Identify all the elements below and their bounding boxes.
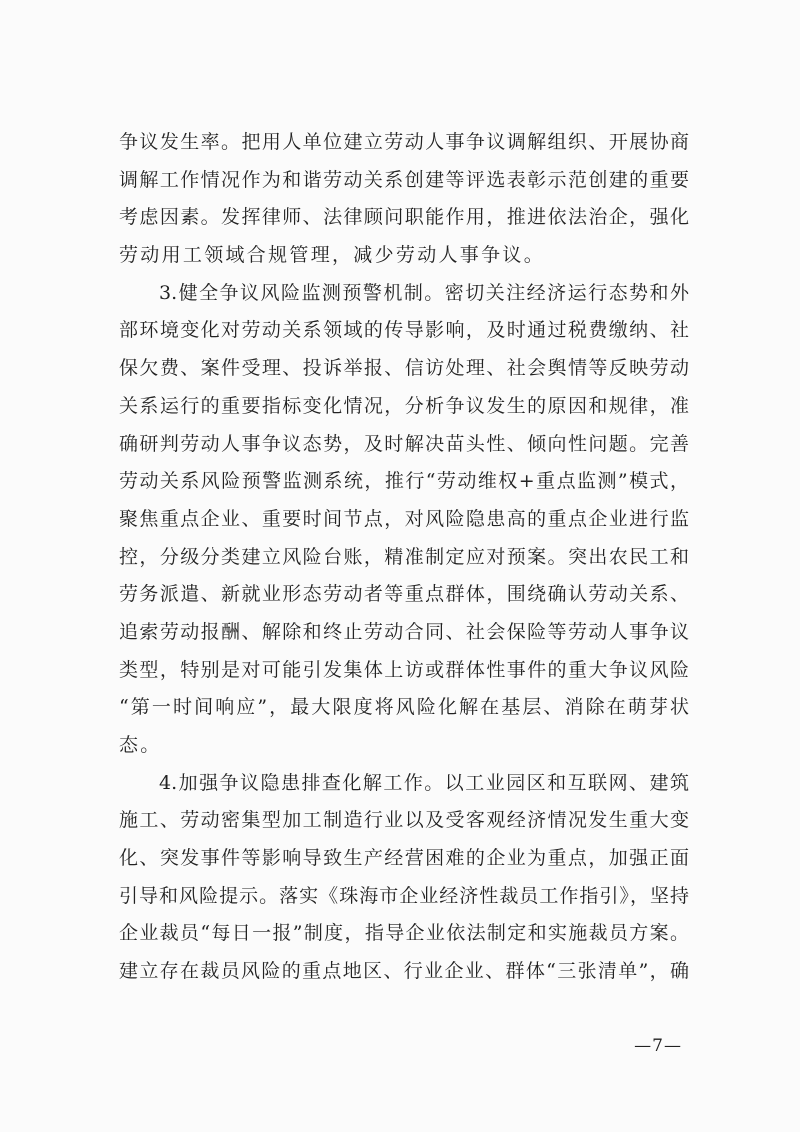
text-line: 劳务派遣、新就业形态劳动者等重点群体，围绕确认劳动关系、 xyxy=(119,583,689,606)
text-line: 化、突发事件等影响导致生产经营困难的企业为重点，加强正面 xyxy=(119,847,689,870)
text-line: 关系运行的重要指标变化情况，分析争议发生的原因和规律，准 xyxy=(119,394,689,417)
text-line: 劳动关系风险预警监测系统，推行“劳动维权+重点监测”模式， xyxy=(119,470,689,493)
text-line: 企业裁员“每日一报”制度，指导企业依法制定和实施裁员方案。 xyxy=(119,922,689,945)
section-heading-line: 4.加强争议隐患排查化解工作。以工业园区和互联网、建筑 xyxy=(159,771,689,794)
body-text xyxy=(119,124,689,991)
section-heading-line: 3.健全争议风险监测预警机制。密切关注经济运行态势和外 xyxy=(159,281,689,304)
text-line: 部环境变化对劳动关系领域的传导影响，及时通过税费缴纳、社 xyxy=(119,319,689,342)
text-line: 追索劳动报酬、解除和终止劳动合同、社会保险等劳动人事争议 xyxy=(119,620,689,643)
text-line: 保欠费、案件受理、投诉举报、信访处理、社会舆情等反映劳动 xyxy=(119,357,689,380)
text-line: 劳动用工领域合规管理，减少劳动人事争议。 xyxy=(119,244,546,267)
text-line: 施工、劳动密集型加工制造行业以及受客观经济情况发生重大变 xyxy=(119,809,689,832)
text-line: 聚焦重点企业、重要时间节点，对风险隐患高的重点企业进行监 xyxy=(119,507,689,530)
text-line: 建立存在裁员风险的重点地区、行业企业、群体“三张清单”，确 xyxy=(119,960,689,983)
text-line: 争议发生率。把用人单位建立劳动人事争议调解组织、开展协商 xyxy=(119,131,689,153)
text-line: 调解工作情况作为和谐劳动关系创建等评选表彰示范创建的重要 xyxy=(119,168,689,191)
text-line: 引导和风险提示。落实《珠海市企业经济性裁员工作指引》，坚持 xyxy=(119,884,689,907)
text-line: 确研判劳动人事争议态势，及时解决苗头性、倾向性问题。完善 xyxy=(119,432,689,455)
page-number: —7— xyxy=(634,1036,682,1056)
text-line: 类型，特别是对可能引发集体上访或群体性事件的重大争议风险 xyxy=(119,658,689,681)
text-line: 态。 xyxy=(119,734,162,756)
text-line: “第一时间响应”，最大限度将风险化解在基层、消除在萌芽状 xyxy=(119,696,689,719)
text-line: 考虑因素。发挥律师、法律顾问职能作用，推进依法治企，强化 xyxy=(119,206,689,229)
text-line: 控，分级分类建立风险台账，精准制定应对预案。突出农民工和 xyxy=(119,545,689,568)
